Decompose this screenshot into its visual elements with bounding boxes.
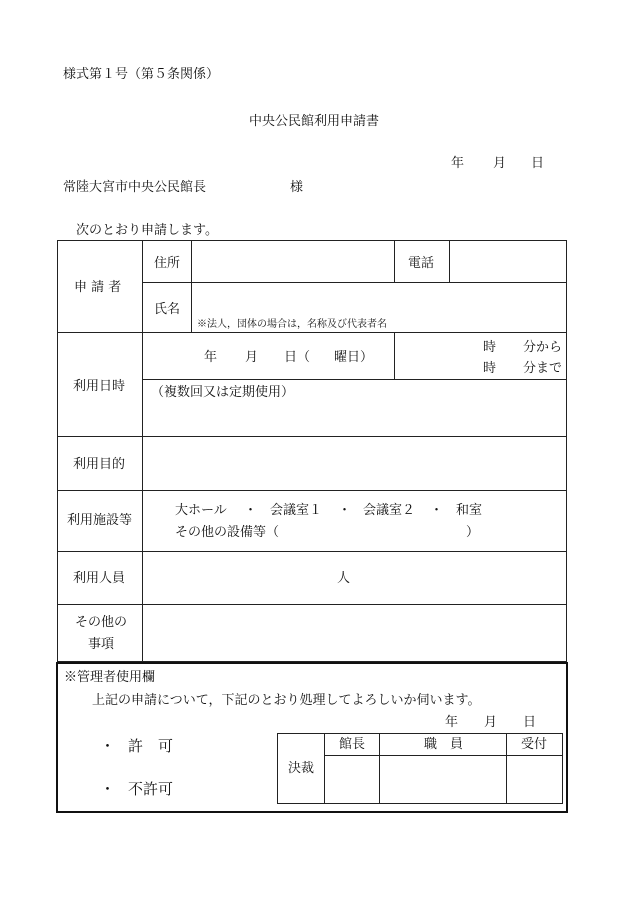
address-field[interactable] (218, 253, 388, 273)
usage-date-month: 月 (245, 350, 259, 365)
header-date-year: 年 (451, 156, 465, 171)
intro-text: 次のとおり申請します。 (76, 223, 218, 238)
phone-field[interactable] (454, 251, 562, 275)
multiple-use-note: （複数回又は定期使用） (151, 385, 295, 400)
reject-option[interactable]: 不許可 (128, 780, 174, 798)
facility-other-field[interactable] (293, 523, 463, 541)
honorific: 様 (290, 180, 304, 195)
decision-table (277, 733, 563, 804)
facility-separator: ・ (430, 503, 444, 518)
name-field[interactable] (196, 291, 562, 311)
facility-option-room2[interactable]: 会議室２ (363, 503, 416, 518)
start-minute: 分から (523, 340, 563, 355)
name-label: 氏名 (154, 302, 181, 317)
end-minute: 分まで (523, 361, 563, 376)
end-hour: 時 (483, 361, 497, 376)
decision-label: 決裁 (288, 761, 315, 776)
other-matters-label-line1: その他の (75, 615, 128, 630)
reject-bullet: ・ (100, 780, 116, 798)
start-hour: 時 (483, 340, 497, 355)
facility-other-close: ） (466, 525, 480, 540)
header-date-day: 日 (531, 156, 545, 171)
admin-message: 上記の申請について，下記のとおり処理してよろしいか伺います。 (92, 693, 481, 708)
facility-option-room1[interactable]: 会議室１ (270, 503, 323, 518)
admin-date-year: 年 (445, 715, 459, 730)
applicant-label: 申 請 者 (74, 280, 122, 295)
attendance-field[interactable] (208, 563, 328, 593)
approve-option[interactable]: 許 可 (128, 737, 174, 755)
facilities-label: 利用施設等 (67, 513, 133, 528)
director-stamp-cell[interactable] (327, 758, 377, 800)
phone-label: 電話 (408, 256, 435, 271)
application-table (57, 240, 567, 662)
name-note: ※法人，団体の場合は，名称及び代表者名 (197, 319, 387, 330)
staff-stamp-cell[interactable] (382, 758, 504, 800)
header-date-month: 月 (493, 156, 507, 171)
other-matters-label-line2: 事項 (88, 637, 115, 652)
usage-datetime-label: 利用日時 (73, 379, 126, 394)
facility-separator: ・ (244, 503, 258, 518)
admin-section (56, 662, 568, 813)
usage-date-year: 年 (204, 350, 218, 365)
addressee: 常陸大宮市中央公民館長 (63, 180, 207, 195)
facility-option-hall[interactable]: 大ホール (175, 503, 227, 518)
attendance-label: 利用人員 (73, 571, 126, 586)
purpose-label: 利用目的 (73, 457, 126, 472)
facility-option-washitsu[interactable]: 和室 (456, 503, 483, 518)
admin-date-day: 日 (523, 715, 537, 730)
form-number: 様式第１号（第５条関係） (63, 67, 220, 82)
col-reception: 受付 (521, 737, 548, 752)
col-director: 館長 (339, 737, 366, 752)
col-staff: 職 員 (424, 737, 464, 752)
facility-separator: ・ (338, 503, 352, 518)
address-label: 住所 (154, 256, 181, 271)
approve-bullet: ・ (100, 737, 116, 755)
other-matters-field[interactable] (148, 611, 562, 655)
multiple-use-field[interactable] (148, 403, 562, 431)
usage-weekday: 曜日） (334, 350, 374, 365)
admin-date-month: 月 (484, 715, 498, 730)
purpose-field[interactable] (148, 443, 562, 483)
admin-title: ※管理者使用欄 (64, 670, 156, 685)
reception-stamp-cell[interactable] (509, 758, 561, 800)
attendance-unit: 人 (337, 571, 351, 586)
facility-other-label: その他の設備等（ (175, 525, 280, 540)
usage-date-day: 日（ (284, 350, 311, 365)
form-title: 中央公民館利用申請書 (249, 114, 380, 129)
